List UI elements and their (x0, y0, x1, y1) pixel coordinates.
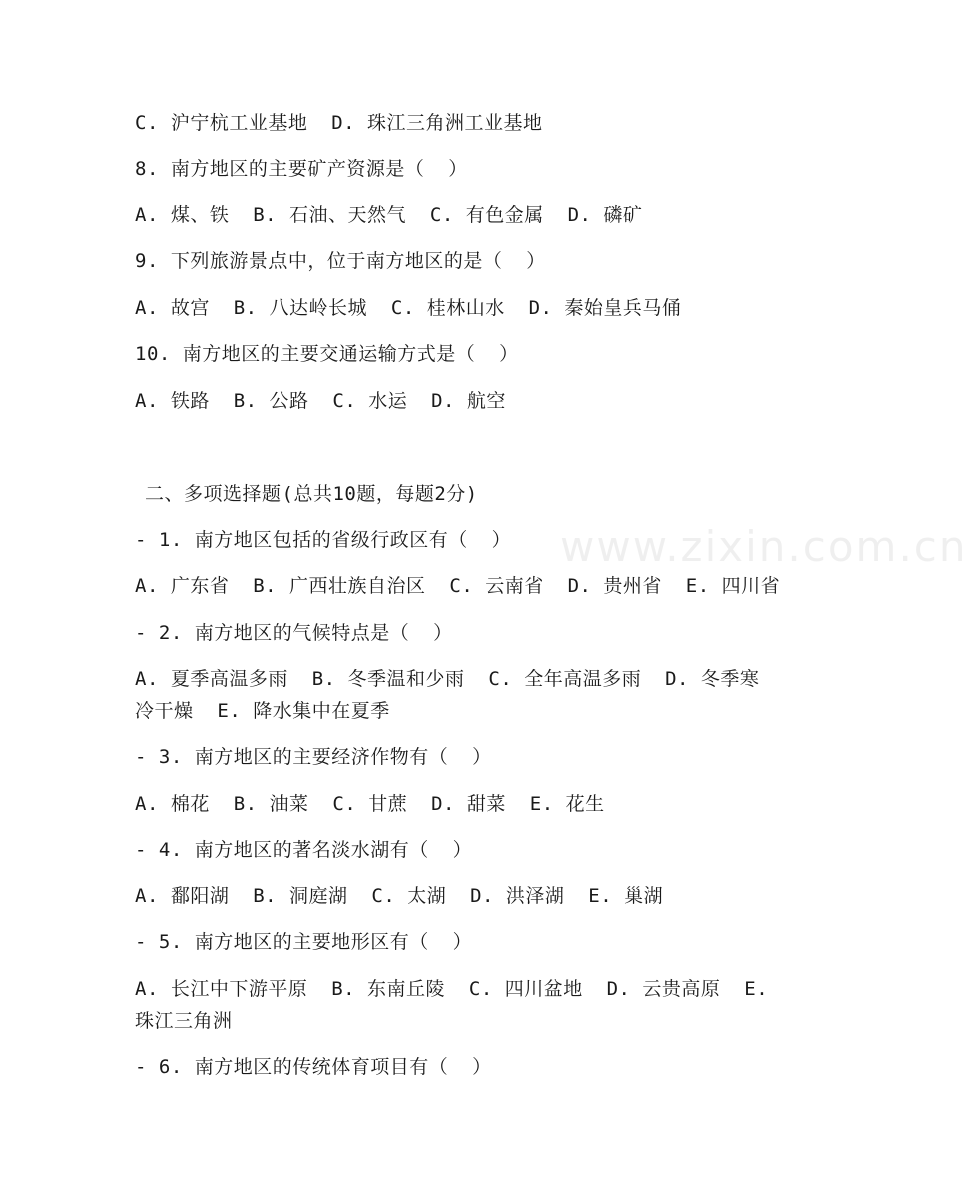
options-q10: A. 铁路 B. 公路 C. 水运 D. 航空 (135, 390, 506, 412)
question-8: 8. 南方地区的主要矿产资源是（ ） (135, 158, 468, 180)
section-heading-multiple-choice: 二、多项选择题(总共10题，每题2分) (145, 483, 478, 505)
question-9: 9. 下列旅游景点中，位于南方地区的是（ ） (135, 250, 546, 272)
mc-options-5-line-2: 珠江三角洲 (135, 1010, 233, 1032)
mc-question-4: - 4. 南方地区的著名淡水湖有（ ） (135, 839, 473, 861)
mc-options-2-line-2: 冷干燥 E. 降水集中在夏季 (135, 700, 390, 722)
watermark-text: www.zixin.com.cn (560, 522, 968, 571)
question-10: 10. 南方地区的主要交通运输方式是（ ） (135, 343, 519, 365)
mc-options-5-line-1: A. 长江中下游平原 B. 东南丘陵 C. 四川盆地 D. 云贵高原 E. (135, 978, 769, 1000)
mc-options-1: A. 广东省 B. 广西壮族自治区 C. 云南省 D. 贵州省 E. 四川省 (135, 575, 781, 597)
options-q8: A. 煤、铁 B. 石油、天然气 C. 有色金属 D. 磷矿 (135, 204, 643, 226)
option-line-q7-cd: C. 沪宁杭工业基地 D. 珠江三角洲工业基地 (135, 112, 543, 134)
mc-question-5: - 5. 南方地区的主要地形区有（ ） (135, 931, 473, 953)
mc-question-6: - 6. 南方地区的传统体育项目有（ ） (135, 1056, 492, 1078)
mc-question-3: - 3. 南方地区的主要经济作物有（ ） (135, 746, 492, 768)
mc-question-1: - 1. 南方地区包括的省级行政区有（ ） (135, 529, 512, 551)
mc-question-2: - 2. 南方地区的气候特点是（ ） (135, 622, 453, 644)
mc-options-2-line-1: A. 夏季高温多雨 B. 冬季温和少雨 C. 全年高温多雨 D. 冬季寒 (135, 668, 760, 690)
mc-options-4: A. 鄱阳湖 B. 洞庭湖 C. 太湖 D. 洪泽湖 E. 巢湖 (135, 885, 664, 907)
options-q9: A. 故宫 B. 八达岭长城 C. 桂林山水 D. 秦始皇兵马俑 (135, 297, 682, 319)
mc-options-3: A. 棉花 B. 油菜 C. 甘蔗 D. 甜菜 E. 花生 (135, 793, 605, 815)
